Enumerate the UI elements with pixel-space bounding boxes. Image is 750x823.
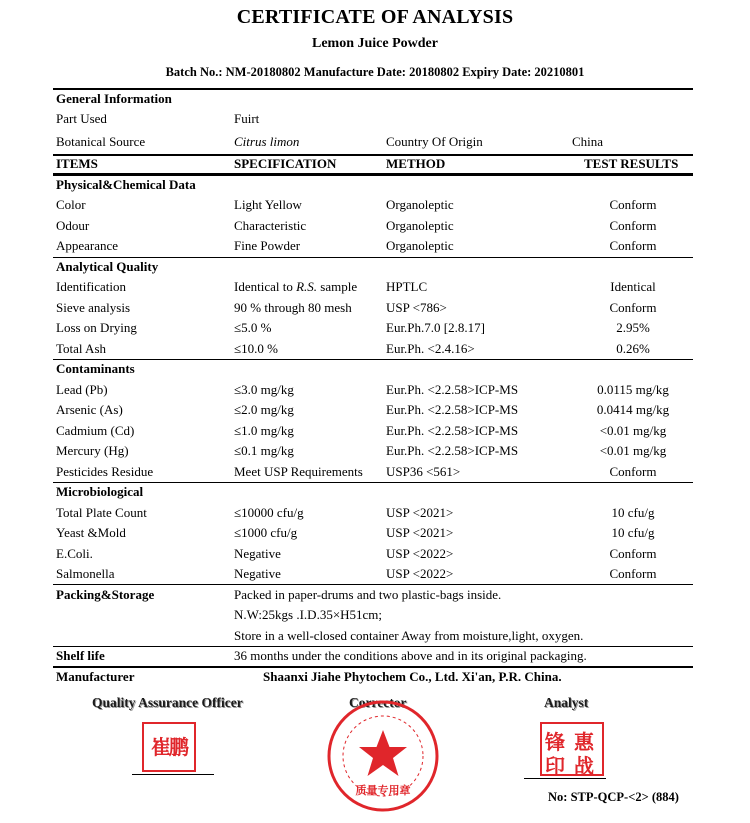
botanical-label: Botanical Source: [56, 134, 146, 149]
item-spec: 90 % through 80 mesh: [234, 300, 352, 315]
item-method: Eur.Ph. <2.2.58>ICP-MS: [386, 402, 519, 417]
table-row: [0, 423, 750, 443]
qa-signature-line: [132, 774, 214, 775]
item-result: Conform: [609, 218, 657, 233]
micro-heading: Microbiological: [56, 484, 144, 499]
item-result: Conform: [609, 197, 657, 212]
item-result: 0.0414 mg/kg: [596, 402, 670, 417]
item-method: USP <2022>: [386, 566, 454, 581]
analyst-signature-line: [524, 778, 606, 779]
part-used-label: Part Used: [56, 111, 107, 126]
item-name: Total Ash: [56, 341, 107, 356]
shelf-row: [0, 648, 750, 668]
item-result: Conform: [609, 238, 657, 253]
item-method: Eur.Ph.7.0 [2.8.17]: [386, 320, 485, 335]
micro-heading-row: [0, 484, 750, 504]
item-result: 10 cfu/g: [611, 525, 655, 540]
column-test-results: TEST RESULTS: [584, 156, 679, 171]
item-spec: Negative: [234, 546, 281, 561]
table-row: [0, 443, 750, 463]
corrector-label: Corrector: [349, 695, 407, 710]
origin-value: China: [572, 134, 604, 149]
item-spec: Characteristic: [234, 218, 307, 233]
item-spec: Negative: [234, 566, 281, 581]
table-row: [0, 525, 750, 545]
item-method: Eur.Ph. <2.2.58>ICP-MS: [386, 423, 519, 438]
section-rule: [53, 584, 693, 585]
item-name: Cadmium (Cd): [56, 423, 135, 438]
spec-prefix: Identical to: [234, 279, 297, 294]
item-name: Appearance: [56, 238, 119, 253]
item-result: Conform: [609, 546, 657, 561]
table-row: [0, 341, 750, 361]
analyst-seal-char: 战: [574, 754, 594, 778]
item-name: Pesticides Residue: [56, 464, 154, 479]
general-heading-row: [0, 91, 750, 111]
column-specification: SPECIFICATION: [234, 156, 337, 171]
item-method: Eur.Ph. <2.4.16>: [386, 341, 475, 356]
botanical-value: Citrus limon: [234, 134, 300, 149]
item-spec: ≤5.0 %: [234, 320, 272, 335]
item-result: 2.95%: [616, 320, 650, 335]
table-row: [0, 566, 750, 586]
item-method: USP <786>: [386, 300, 447, 315]
table-row: [0, 505, 750, 525]
origin-label: Country Of Origin: [386, 134, 483, 149]
section-rule: [53, 257, 693, 258]
item-name: Odour: [56, 218, 90, 233]
item-name: Loss on Drying: [56, 320, 137, 335]
packing-row: [0, 628, 750, 648]
item-spec: ≤10.0 %: [234, 341, 278, 356]
item-method: Organoleptic: [386, 218, 454, 233]
packing-line-3: Store in a well-closed container Away from moisture,light, oxygen.: [234, 628, 584, 643]
table-row: [0, 382, 750, 402]
table-row: [0, 279, 750, 299]
item-result: 10 cfu/g: [611, 505, 655, 520]
column-method: METHOD: [386, 156, 446, 171]
item-result: Conform: [609, 566, 657, 581]
section-rule: [53, 482, 693, 483]
analyst-seal-char: 锋: [545, 730, 565, 754]
document-number: No: STP-QCP-<2> (884): [548, 790, 679, 804]
item-name: Identification: [56, 279, 127, 294]
item-spec: Light Yellow: [234, 197, 302, 212]
seal-center-text: 质量专用章: [355, 784, 411, 797]
qa-officer-label: Quality Assurance Officer: [92, 695, 243, 710]
packing-label: Packing&Storage: [56, 587, 155, 602]
item-method: Organoleptic: [386, 197, 454, 212]
analyst-seal-char: 惠: [574, 730, 594, 754]
packing-row: [0, 607, 750, 627]
contaminants-heading-row: [0, 361, 750, 381]
item-name: Yeast &Mold: [56, 525, 126, 540]
manufacturer-value: Shaanxi Jiahe Phytochem Co., Ltd. Xi'an, P.R. China.: [263, 669, 562, 684]
spec-suffix: sample: [317, 279, 358, 294]
part-used-value: Fuirt: [234, 111, 260, 126]
item-name: Sieve analysis: [56, 300, 131, 315]
packing-line-1: Packed in paper-drums and two plastic-bags inside.: [234, 587, 502, 602]
item-result: Conform: [609, 464, 657, 479]
item-spec: ≤1.0 mg/kg: [234, 423, 294, 438]
item-spec: ≤1000 cfu/g: [234, 525, 298, 540]
table-row: [0, 300, 750, 320]
product-name: Lemon Juice Powder: [312, 36, 438, 51]
table-row: [0, 546, 750, 566]
analytical-heading: Analytical Quality: [56, 259, 159, 274]
item-method: USP36 <561>: [386, 464, 461, 479]
item-result: 0.26%: [616, 341, 650, 356]
item-spec: ≤10000 cfu/g: [234, 505, 304, 520]
shelf-value: 36 months under the conditions above and in its original packaging.: [234, 648, 587, 663]
item-method: USP <2021>: [386, 525, 454, 540]
item-result: 0.0115 mg/kg: [597, 382, 669, 397]
physical-heading: Physical&Chemical Data: [56, 177, 196, 192]
part-used-row: [0, 111, 750, 131]
botanical-row: [0, 134, 750, 154]
item-spec: ≤2.0 mg/kg: [234, 402, 294, 417]
section-rule: [53, 359, 693, 360]
item-spec: ≤3.0 mg/kg: [234, 382, 294, 397]
item-name: Arsenic (As): [56, 402, 123, 417]
item-method: Eur.Ph. <2.2.58>ICP-MS: [386, 382, 519, 397]
qa-seal-stamp: [142, 722, 196, 772]
column-items: ITEMS: [56, 156, 98, 171]
item-method: Organoleptic: [386, 238, 454, 253]
table-row: [0, 464, 750, 484]
item-method: USP <2022>: [386, 546, 454, 561]
shelf-label: Shelf life: [56, 648, 105, 663]
item-name: Salmonella: [56, 566, 115, 581]
table-row: [0, 402, 750, 422]
item-method: HPTLC: [386, 279, 428, 294]
item-spec: ≤0.1 mg/kg: [234, 443, 294, 458]
item-name: Mercury (Hg): [56, 443, 129, 458]
packing-line-2: N.W:25kgs .I.D.35×H51cm;: [234, 607, 383, 622]
table-row: [0, 197, 750, 217]
item-result: <0.01 mg/kg: [599, 423, 667, 438]
item-name: Lead (Pb): [56, 382, 108, 397]
section-rule: [53, 666, 693, 668]
analytical-heading-row: [0, 259, 750, 279]
general-heading: General Information: [56, 91, 172, 106]
top-rule: [53, 88, 693, 90]
analyst-seal-char: 印: [545, 754, 565, 778]
item-name: Color: [56, 197, 86, 212]
item-spec: Meet USP Requirements: [234, 464, 363, 479]
rule-below-columns: [53, 173, 693, 176]
item-method: Eur.Ph. <2.2.58>ICP-MS: [386, 443, 519, 458]
item-result: Conform: [609, 300, 657, 315]
spec-reference: R.S.: [296, 279, 318, 294]
manufacturer-row: [0, 669, 750, 689]
table-row: [0, 238, 750, 258]
section-rule: [53, 646, 693, 647]
item-spec: [234, 279, 357, 295]
quality-seal-stamp: [325, 698, 441, 814]
star-icon: [359, 730, 407, 776]
analyst-label: Analyst: [544, 695, 589, 710]
item-name: Total Plate Count: [56, 505, 147, 520]
document-title: CERTIFICATE OF ANALYSIS: [236, 6, 514, 28]
item-name: E.Coli.: [56, 546, 93, 561]
physical-heading-row: [0, 177, 750, 197]
item-result: <0.01 mg/kg: [599, 443, 667, 458]
table-row: [0, 320, 750, 340]
contaminants-heading: Contaminants: [56, 361, 135, 376]
batch-info: Batch No.: NM-20180802 Manufacture Date: 20180802 Expiry Date: 20210801: [165, 65, 585, 79]
item-spec: Fine Powder: [234, 238, 301, 253]
manufacturer-label: Manufacturer: [56, 669, 135, 684]
qa-seal-text: 崔鹏: [151, 735, 187, 759]
analyst-seal-stamp: [540, 722, 604, 776]
table-row: [0, 218, 750, 238]
item-method: USP <2021>: [386, 505, 454, 520]
packing-row: [0, 587, 750, 607]
item-result: Identical: [610, 279, 656, 294]
